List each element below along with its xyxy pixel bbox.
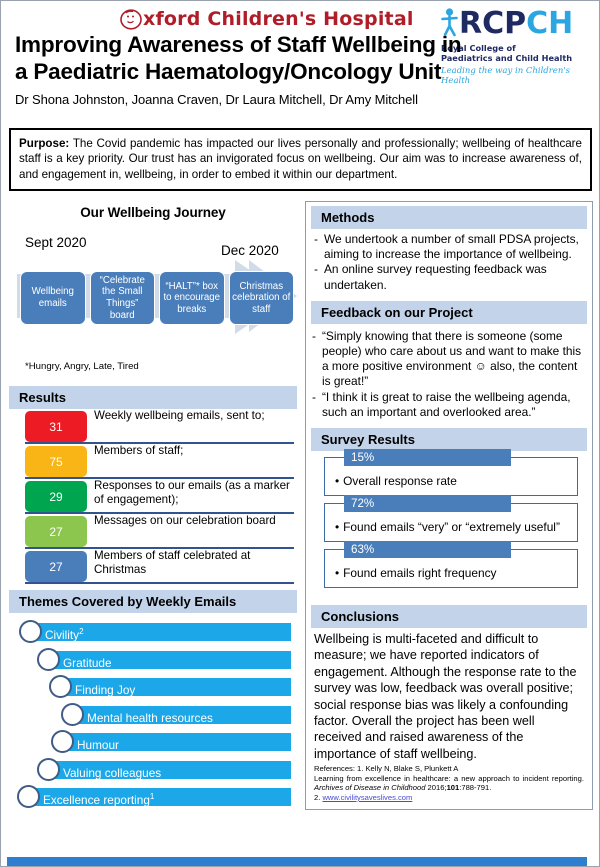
result-label: Weekly wellbeing emails, sent to; xyxy=(94,409,265,422)
conclusions-heading: Conclusions xyxy=(311,605,587,628)
dash-icon: - xyxy=(314,262,318,277)
wellbeing-journey-section xyxy=(9,201,297,386)
survey-item xyxy=(324,543,578,588)
result-value-badge: 27 xyxy=(25,551,87,582)
journey-start-date: Sept 2020 xyxy=(25,235,87,250)
dash-icon: - xyxy=(314,232,318,246)
result-value-badge: 75 xyxy=(25,446,87,477)
survey-item-percent: 63% xyxy=(344,541,511,558)
feedback-quote xyxy=(312,329,584,390)
journey-step: “Celebrate the Small Things” board xyxy=(90,271,156,325)
result-row xyxy=(9,549,297,584)
chain-link-icon xyxy=(37,758,60,781)
theme-bar xyxy=(37,623,291,641)
bullet-icon: • xyxy=(335,566,340,581)
theme-label: Humour xyxy=(77,737,119,752)
theme-row xyxy=(9,648,297,676)
theme-label: Finding Joy xyxy=(75,682,136,697)
feedback-quote-text: “I think it is great to raise the wellbeing agenda, such an important and overlooked area.” xyxy=(321,389,571,419)
result-divider xyxy=(25,582,294,584)
survey-item-percent: 72% xyxy=(344,495,511,512)
result-label: Messages on our celebration board xyxy=(94,514,276,527)
methods-heading: Methods xyxy=(311,206,587,229)
rcpch-subtitle-line1: Royal College of xyxy=(441,43,516,53)
oxford-childrens-hospital-logo xyxy=(119,7,414,31)
dash-icon: - xyxy=(312,328,316,343)
methods-bullet-text: We undertook a number of small PDSA projects, aiming to increase the importance of wellbeing. xyxy=(323,232,579,262)
rcpch-letter-p: P xyxy=(504,6,526,41)
theme-bar xyxy=(55,651,291,669)
theme-label: Mental health resources xyxy=(87,710,213,725)
theme-bar xyxy=(55,761,291,779)
methods-body xyxy=(306,229,592,297)
purpose-label: Purpose: xyxy=(19,137,70,150)
theme-label: Civility xyxy=(45,627,80,642)
results-heading: Results xyxy=(9,386,297,409)
methods-bullet-text: An online survey requesting feedback was undertaken. xyxy=(323,262,547,292)
feedback-heading: Feedback on our Project xyxy=(311,301,587,324)
author-list: Dr Shona Johnston, Joanna Craven, Dr Laura Mitchell, Dr Amy Mitchell xyxy=(15,92,418,107)
rcpch-subtitle-line2: Paediatrics and Child Health xyxy=(441,52,573,63)
bullet-icon: • xyxy=(335,474,340,489)
feedback-body xyxy=(306,324,592,424)
reference-line-2 xyxy=(314,774,584,793)
results-list xyxy=(9,409,297,584)
feedback-quote xyxy=(312,390,584,420)
rcpch-letter-c1: C xyxy=(482,6,504,41)
ref2-part-a: Learning from excellence in healthcare: a new approach to incident reporting. xyxy=(314,773,584,783)
journey-step: Christmas celebration of staff xyxy=(229,271,295,325)
journey-step: “HALT”* box to encourage breaks xyxy=(159,271,225,325)
bullet-icon: • xyxy=(335,520,340,535)
journey-end-date: Dec 2020 xyxy=(221,243,279,258)
survey-item-percent: 15% xyxy=(344,449,511,466)
theme-bar xyxy=(79,706,291,724)
theme-superscript: 2 xyxy=(79,627,84,636)
civility-saves-lives-link[interactable]: www.civilitysaveslives.com xyxy=(322,793,413,803)
ref2-part-b: 2016; xyxy=(425,783,447,793)
result-value-badge: 27 xyxy=(25,516,87,547)
rcpch-letter-c2: C xyxy=(526,6,548,41)
oxford-logo-text: xford Children's Hospital xyxy=(143,8,414,30)
feedback-quote-text: “Simply knowing that there is someone (some people) who care about us and want to make this a more positive environment ☺ also, the content is great!” xyxy=(321,328,582,389)
result-row xyxy=(9,479,297,514)
page-title: Improving Awareness of Staff Wellbeing in a Paediatric Haematology/Oncology Unit xyxy=(15,32,462,84)
journey-title: Our Wellbeing Journey xyxy=(80,205,226,220)
survey-item-label: Found emails “very” or “extremely useful” xyxy=(343,520,560,535)
themes-list xyxy=(9,613,297,813)
rcpch-tagline: Leading the way in Children's Health xyxy=(441,66,571,87)
journey-step: Wellbeing emails xyxy=(20,271,86,325)
survey-results-chart xyxy=(306,451,592,601)
poster-header xyxy=(1,1,599,119)
result-value-badge: 29 xyxy=(25,481,87,512)
theme-label: Valuing colleagues xyxy=(63,765,162,780)
survey-item xyxy=(324,497,578,542)
result-value-badge: 31 xyxy=(25,411,87,442)
rcpch-letter-h: H xyxy=(548,6,573,41)
chain-link-icon xyxy=(37,648,60,671)
ref2-journal: Archives of Disease in Childhood xyxy=(314,783,426,793)
theme-row xyxy=(9,703,297,731)
theme-superscript: 1 xyxy=(149,792,155,801)
theme-row xyxy=(9,675,297,703)
reference-line-1: References: 1. Kelly N, Blake S, Plunkett A xyxy=(314,764,459,774)
dash-icon: - xyxy=(312,389,316,404)
footer-bar xyxy=(7,857,587,866)
right-column xyxy=(305,201,593,810)
survey-item-label: Overall response rate xyxy=(343,474,457,489)
survey-item xyxy=(324,451,578,496)
oxford-o-face-icon xyxy=(119,7,143,31)
purpose-text: The Covid pandemic has impacted our lives personally and professionally; wellbeing of healthcare staff is a key priority. Our trust has an invigorated focus on wellbeing. Our aim was to increase awareness of, and engagement in, wellbeing, in order to embed it within our department. xyxy=(19,137,582,181)
survey-item-label: Found emails right frequency xyxy=(343,566,497,581)
result-row xyxy=(9,444,297,479)
survey-results-heading: Survey Results xyxy=(311,428,587,451)
result-label: Members of staff celebrated at Christmas xyxy=(94,549,251,576)
result-row xyxy=(9,514,297,549)
theme-bar xyxy=(67,678,291,696)
references-block xyxy=(306,764,592,808)
theme-row xyxy=(9,620,297,648)
journey-steps xyxy=(20,271,294,325)
chain-link-icon xyxy=(51,730,74,753)
ref2-part-c: :788-791. xyxy=(459,783,492,793)
rcpch-letter-r: R xyxy=(459,6,482,41)
result-label: Members of staff; xyxy=(94,444,184,457)
result-row xyxy=(9,409,297,444)
theme-bar xyxy=(69,733,291,751)
left-column xyxy=(9,201,297,813)
reference-line-3 xyxy=(314,793,584,803)
theme-bar xyxy=(35,788,291,806)
theme-label: Excellence reporting xyxy=(43,792,150,807)
chain-link-icon xyxy=(17,785,40,808)
ref3-number: 2. xyxy=(314,793,323,803)
chain-link-icon xyxy=(19,620,42,643)
halt-footnote: *Hungry, Angry, Late, Tired xyxy=(25,361,139,372)
methods-bullet xyxy=(314,262,584,292)
purpose-box xyxy=(9,128,592,191)
ref2-volume: 101 xyxy=(446,783,460,793)
conclusions-body: Wellbeing is multi-faceted and difficult to measure; we have reported indicators of engagement. Although the response rate to the survey was low, feedback was overall positive; social response bias was likely a confounding factor. Overall the project has been well received and raised awareness of the importance of staff wellbeing. xyxy=(314,632,577,761)
theme-row xyxy=(9,785,297,813)
theme-row xyxy=(9,758,297,786)
methods-bullet xyxy=(314,232,584,262)
theme-row xyxy=(9,730,297,758)
theme-label: Gratitude xyxy=(63,655,112,670)
themes-heading: Themes Covered by Weekly Emails xyxy=(9,590,297,613)
chain-link-icon xyxy=(49,675,72,698)
result-label: Responses to our emails (as a marker of engagement); xyxy=(94,479,290,506)
chain-link-icon xyxy=(61,703,84,726)
